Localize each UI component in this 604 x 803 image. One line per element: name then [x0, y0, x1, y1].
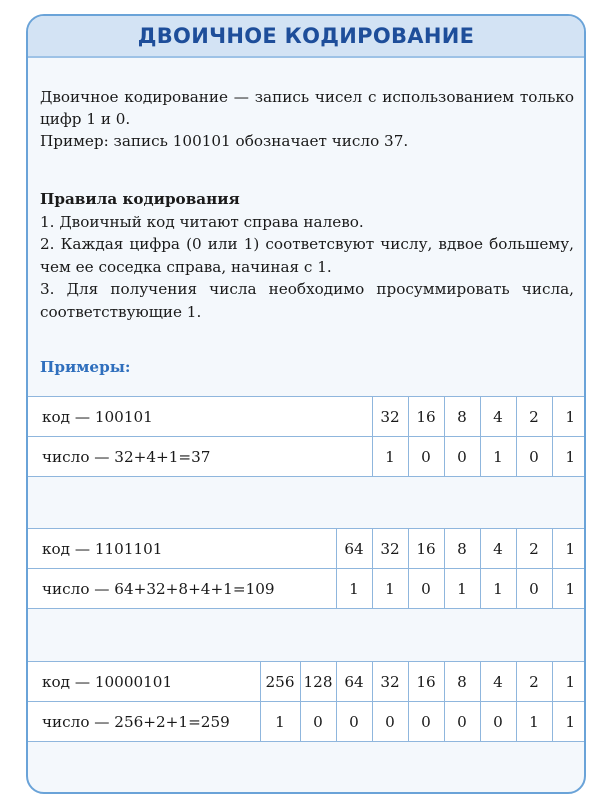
rule-item: 3. Для получения числа необходимо просуммировать числа, соответствующие 1.: [40, 280, 574, 321]
example-table-3: [28, 661, 586, 742]
weight-cell: 4: [480, 529, 516, 569]
weight-cell: 4: [480, 662, 516, 702]
weight-cell: 64: [336, 662, 372, 702]
rules-section: [40, 188, 574, 323]
bit-cell: 0: [516, 569, 552, 609]
bit-cell: 1: [336, 569, 372, 609]
number-label: число — 256+2+1=259: [28, 702, 260, 742]
weight-cell: 1: [552, 662, 586, 702]
weight-cell: 2: [516, 662, 552, 702]
bit-cell: 0: [336, 702, 372, 742]
weight-cell: 1: [552, 397, 586, 437]
weight-cell: 16: [408, 397, 444, 437]
weight-cell: 1: [552, 529, 586, 569]
number-row: [28, 437, 586, 477]
bit-cell: 0: [372, 702, 408, 742]
rule-item: 1. Двоичный код читают справа налево.: [40, 212, 364, 231]
number-row: [28, 702, 586, 742]
bit-cell: 1: [552, 437, 586, 477]
bit-cell: 0: [444, 437, 480, 477]
definition-text: Двоичное кодирование — запись чисел с использованием только цифр 1 и 0.: [40, 88, 574, 128]
example-text: Пример: запись 100101 обозначает число 37.: [40, 132, 409, 150]
rule-item: 2. Каждая цифра (0 или 1) соответсвуют числу, вдвое большему, чем ее соседка справа, начиная с 1.: [40, 235, 574, 276]
weight-cell: 2: [516, 397, 552, 437]
rules-title: Правила кодирования: [40, 190, 240, 208]
code-row: [28, 397, 586, 437]
weight-cell: 256: [260, 662, 300, 702]
examples-label: Примеры:: [40, 358, 131, 376]
bit-cell: 0: [408, 569, 444, 609]
example-table-1: [28, 396, 586, 477]
bit-cell: 1: [552, 702, 586, 742]
bit-cell: 1: [480, 569, 516, 609]
weight-cell: 8: [444, 662, 480, 702]
weight-cell: 64: [336, 529, 372, 569]
bit-cell: 0: [444, 702, 480, 742]
weight-cell: 2: [516, 529, 552, 569]
card-header: [28, 16, 584, 58]
code-row: [28, 529, 586, 569]
weight-cell: 32: [372, 529, 408, 569]
weight-cell: 16: [408, 662, 444, 702]
intro-text: [40, 86, 574, 152]
bit-cell: 0: [480, 702, 516, 742]
weight-cell: 8: [444, 529, 480, 569]
number-label: число — 64+32+8+4+1=109: [28, 569, 336, 609]
weight-cell: 32: [372, 662, 408, 702]
bit-cell: 1: [552, 569, 586, 609]
code-label: код — 100101: [28, 397, 372, 437]
weight-cell: 8: [444, 397, 480, 437]
code-row: [28, 662, 586, 702]
bit-cell: 0: [408, 702, 444, 742]
bit-cell: 1: [260, 702, 300, 742]
number-label: число — 32+4+1=37: [28, 437, 372, 477]
bit-cell: 0: [300, 702, 336, 742]
code-label: код — 1101101: [28, 529, 336, 569]
bit-cell: 0: [408, 437, 444, 477]
weight-cell: 4: [480, 397, 516, 437]
example-table-2: [28, 528, 586, 609]
weight-cell: 128: [300, 662, 336, 702]
bit-cell: 1: [372, 569, 408, 609]
weight-cell: 16: [408, 529, 444, 569]
weight-cell: 32: [372, 397, 408, 437]
bit-cell: 1: [372, 437, 408, 477]
bit-cell: 1: [516, 702, 552, 742]
bit-cell: 1: [444, 569, 480, 609]
bit-cell: 0: [516, 437, 552, 477]
page-title: ДВОИЧНОЕ КОДИРОВАНИЕ: [137, 24, 475, 48]
binary-coding-card: [26, 14, 586, 794]
bit-cell: 1: [480, 437, 516, 477]
number-row: [28, 569, 586, 609]
code-label: код — 10000101: [28, 662, 260, 702]
